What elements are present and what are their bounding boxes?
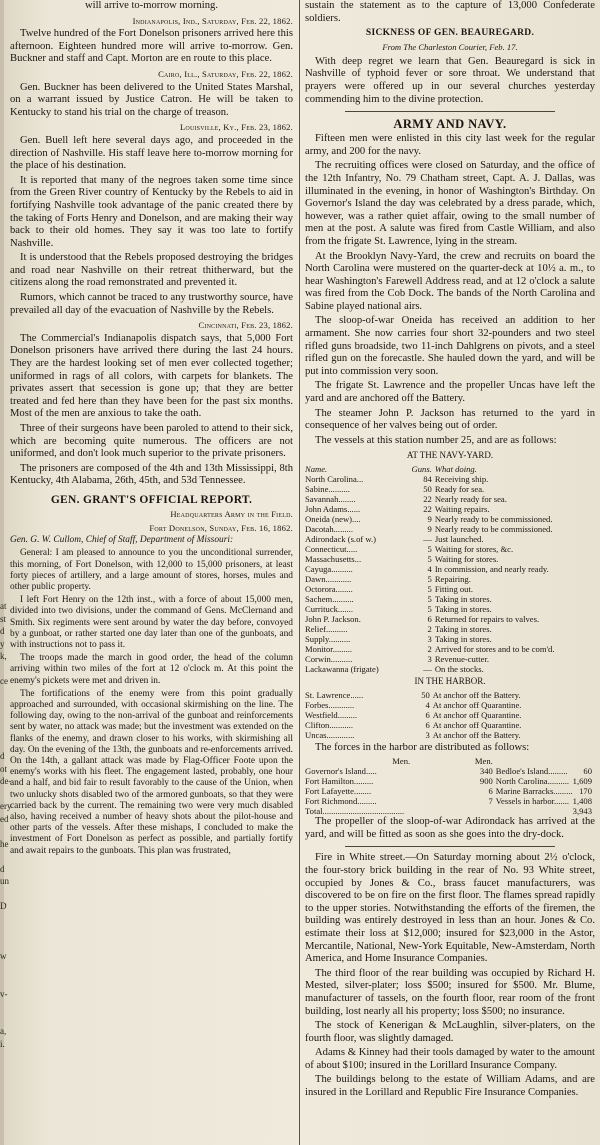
margin-fragment xyxy=(0,925,10,938)
table-cell: Uncas............. xyxy=(305,729,355,740)
margin-fragment: v- xyxy=(0,988,8,999)
left-column xyxy=(10,0,293,859)
table-cell: 9 xyxy=(427,514,432,524)
paragraph: The prisoners are composed of the 4th and 13th Mississippi, 8th Kentucky, 4th Alabama, 26th, 45th, and 53d Tennessee. xyxy=(10,462,293,487)
top-line: sustain the statement as to the capture of 13,000 Confederate soldiers. xyxy=(305,0,595,24)
margin-fragment xyxy=(0,1013,10,1026)
dateline: Indianapolis, Ind., Saturday, Feb. 22, 1862. xyxy=(132,15,293,26)
table-cell: Forbes............ xyxy=(305,699,355,710)
table-row xyxy=(305,484,595,494)
margin-fragment xyxy=(0,913,10,926)
report-headquarters: Headquarters Army in the Field. xyxy=(170,508,293,519)
table-cell: Ready for sea. xyxy=(434,484,485,494)
margin-fragment: k, xyxy=(0,651,7,661)
table-cell: Supply.......... xyxy=(305,634,351,644)
paragraph: I left Fort Henry on the 12th inst., with a force of about 15,000 men, divided into two divisions, under the command of Gens. McClernand and Smith. Six regiments were sent around by water the day before, convoyed by a gunboat, or rather started one day later than one of the gunboats, and with instructions not to pass it. xyxy=(10,595,293,650)
margin-fragment xyxy=(0,663,10,676)
table-cell: Connecticut..... xyxy=(305,544,358,554)
table-cell: 84 xyxy=(423,474,432,484)
table-cell: — xyxy=(423,534,432,544)
table-cell: 7 xyxy=(488,796,493,807)
table-row xyxy=(305,494,595,504)
table-cell: Dacotah......... xyxy=(305,524,353,534)
table-cell: Relief.......... xyxy=(305,624,348,634)
margin-fragment: at xyxy=(0,601,7,611)
paragraph: Fire in White street.—On Saturday morning about 2½ o'clock, the four-story brick building in the rear of No. 93 White street, occupied by Jones & Co., brass faucet manufacturers, was discovered to be on fire on the first floor. The flames spread rapidly to the upper stories. Notwithstanding the efforts of the firemen, the building was entirely destroyed in less than an hour. Jones & Co. estimate their loss at $12,000; insured for $23,000 in the Astor, Mercantile, National, New-York Equitable, New-Amsterdam, North America, and Home Insurance Companies. xyxy=(305,852,595,965)
top-line: will arrive to-morrow morning. xyxy=(85,0,218,11)
table-cell: 3 xyxy=(425,729,430,740)
table-cell: Monitor......... xyxy=(305,644,353,654)
paragraph: At the Brooklyn Navy-Yard, the crew and recruits on board the North Carolina were mustered on the quarter-deck at 10½ a. m., to hear Washington's Farewell Address read, and at 12 o'clock a salute was fired from the Cob Dock. The bands of the North Carolina and Sabine played national airs. xyxy=(305,250,595,312)
column-rule xyxy=(299,0,300,1145)
table-cell: Waiting for stores. xyxy=(434,554,499,564)
table-cell: 22 xyxy=(423,494,432,504)
table-row xyxy=(305,720,595,730)
paragraph: Fifteen men were enlisted in this city last week for the regular army, and 200 for the navy. xyxy=(305,133,595,157)
table-cell: 50 xyxy=(423,484,432,494)
table-cell: Taking in stores. xyxy=(434,604,492,614)
table-row xyxy=(305,796,595,806)
table-cell: 2 xyxy=(427,644,432,654)
table-cell: Sachem.......... xyxy=(305,594,354,604)
table-cell: Lackawanna (frigate) xyxy=(305,664,379,674)
paragraph: With deep regret we learn that Gen. Beauregard is sick in Nashville of typhoid fever or sore throat. We understand that prayers were offered up in our several churches yesterday commending him to the divine protection. xyxy=(305,55,595,105)
table-cell: Returned for repairs to valves. xyxy=(434,614,540,624)
table-cell: North Carolina... xyxy=(305,474,364,484)
table-row xyxy=(305,534,595,544)
paragraph: The frigate St. Lawrence and the propeller Uncas have left the yard and are anchored off the Battery. xyxy=(305,380,595,405)
margin-fragment xyxy=(0,725,10,738)
table-row xyxy=(305,474,595,484)
margin-fragment xyxy=(0,713,10,726)
paragraph: The fortifications of the enemy were from this point gradually approached and surrounded, with occasional skirmishing on the line. The following day, owing to the non-arrival of the gunboat and reinforcements sent by water, no attack was made; but the investment was extended on the flanks of the enemy, and drawn closer to his works, with skirmishing all day. On the evening of the 13th, the gunboats and re-enforcements arrived. On the 14th, a gallant attack was made by Flag-Officer Foote upon the enemy's works with his fleet. The engagement lasted, probably, one hour and a half, and bid fair to result favorably to the cause of the Union, when two unlucky shots disabled two of the armored gunboats, so that they were carried back by the current. The remaining two were very much disabled also, having received a number of heavy shots about the pilot-house and other parts of the vessels. After these mishaps, I concluded to make the investment of Fort Donelson as perfect as possible, and partially fortify and await repairs to the gunboats. This plan was frustrated, xyxy=(10,688,293,856)
paragraph: The recruiting offices were closed on Saturday, and the office of the 12th Infantry, No. 79 Chatham street, Capt. A. J. Dallas, was illuminated in the evening, in honor of Washington's Birthday. On Governor's Island the day was celebrated by a dress parade, which, however, was a rather quiet affair, owing to the small number of men at the post. A salute was fired from Castle William, and also from the frigate St. Lawrence, lying in the stream. xyxy=(305,160,595,247)
right-column xyxy=(305,0,595,1102)
table-cell: 22 xyxy=(423,504,432,514)
table-cell: Oneida (new).... xyxy=(305,514,361,524)
margin-fragment xyxy=(0,700,10,713)
table-row xyxy=(305,544,595,554)
paragraph: Gen. Buell left here several days ago, and proceeded in the direction of Nashville. His staff leave here to-morrow morning for the place of his destination. xyxy=(10,134,293,172)
margin-fragment xyxy=(0,975,10,988)
margin-fragment: ed xyxy=(0,813,9,824)
table-cell: On the stocks. xyxy=(434,664,484,674)
table-row xyxy=(305,524,595,534)
margin-fragments xyxy=(0,600,10,1075)
table-row xyxy=(305,584,595,594)
paragraph: The third floor of the rear building was occupied by Richard H. Mested, silver-plater; loss $500; insured for $500. Mr. Blume, manufacturer of tassels, on the fourth floor, rear room of the front building, lost nearly all his property; loss $500; no insurance. xyxy=(305,967,595,1017)
margin-fragment xyxy=(0,888,10,901)
column-header: Men. xyxy=(392,756,411,767)
table-cell: Westfield......... xyxy=(305,709,358,720)
table-cell: 1,609 xyxy=(572,776,592,787)
table-cell: 5 xyxy=(427,604,432,614)
paragraph: The Commercial's Indianapolis dispatch says, that 5,000 Fort Donelson prisoners have arrived there during the last 24 hours. They are the hardest looking set of men ever collected together; uniformed in rags of all colors, with carpets for blankets. The privates assert that secession is gone up; that they are better treated and fed here than they have been for the past six months. Most of the men are anxious to take the oath. xyxy=(10,332,293,420)
report-date: Fort Donelson, Sunday, Feb. 16, 1862. xyxy=(149,522,293,533)
margin-fragment: st xyxy=(0,613,7,624)
table-row xyxy=(305,514,595,524)
margin-fragment: d xyxy=(0,751,5,761)
total-label: Total...................................... xyxy=(305,806,405,817)
table-cell: John P. Jackson. xyxy=(305,614,361,624)
margin-fragment xyxy=(0,963,10,976)
paragraph: Three of their surgeons have been paroled to attend to their sick, which are becoming quite numerous. The officers are not uniformed, and don't look much superior to the private prisoners. xyxy=(10,423,293,460)
table-row xyxy=(305,786,595,796)
table-cell: Currituck....... xyxy=(305,604,353,614)
paragraph: The sloop-of-war Oneida has received an addition to her armament. She now carries four short 32-pounders and two steel rifled guns broadside, two 11-inch Dahlgrens on pivots, and a steel rifled gun on the forecastle. She hauled down the yard, and will be put into commission very soon. xyxy=(305,315,595,377)
table-row xyxy=(305,564,595,574)
paragraph: The steamer John P. Jackson has returned to the yard in consequence of her valves being out of order. xyxy=(305,407,595,432)
table-cell: Corwin.......... xyxy=(305,654,353,664)
margin-fragment: he xyxy=(0,838,9,849)
table-row xyxy=(305,574,595,584)
table-cell: Arrived for stores and to be com'd. xyxy=(434,644,555,654)
table-cell: Just launched. xyxy=(434,534,484,544)
dateline: Cincinnati, Feb. 23, 1862. xyxy=(198,320,293,331)
table-cell: Nearly ready to be commissioned. xyxy=(434,514,553,524)
paragraph: General: I am pleased to announce to you the unconditional surrender, this morning, of Fort Donelson, with 12,000 to 15,000 prisoners, at least forty pieces of artillery, and a large amount of stores, horses, mules and other public property. xyxy=(10,548,293,592)
table-cell: 1,408 xyxy=(572,796,592,807)
margin-fragment: a, xyxy=(0,1026,7,1036)
table-cell: 900 xyxy=(479,776,493,787)
table-row xyxy=(305,594,595,604)
table-cell: Dawn............ xyxy=(305,574,352,584)
total-row xyxy=(305,806,595,816)
dateline: Louisville, Ky., Feb. 23, 1862. xyxy=(179,122,293,133)
table-cell: Fort Lafayette........ xyxy=(305,786,372,797)
table-cell: Nearly ready for sea. xyxy=(434,494,507,504)
table-cell: Massachusetts... xyxy=(305,554,362,564)
divider xyxy=(345,111,555,112)
table-cell: 6 xyxy=(425,719,430,730)
table-cell: Sabine.......... xyxy=(305,484,350,494)
table-cell: At anchor off Quarantine. xyxy=(432,699,522,710)
table-cell: At anchor off Quarantine. xyxy=(432,719,522,730)
margin-fragment: i. xyxy=(0,1038,5,1049)
table-row xyxy=(305,654,595,664)
margin-fragment: y xyxy=(0,638,5,649)
table-heading: AT THE NAVY-YARD. xyxy=(406,450,494,461)
margin-fragment xyxy=(0,788,10,801)
table-cell: Clifton........... xyxy=(305,719,353,730)
table-cell: 6 xyxy=(425,709,430,720)
table-cell: 5 xyxy=(427,554,432,564)
paragraph: Rumors, which cannot be traced to any trustworthy source, have prevailed all day of the evacuation of Nashville by the Rebels. xyxy=(10,292,293,316)
margin-fragment xyxy=(0,850,10,863)
table-cell: Bedloe's Island......... xyxy=(495,766,568,777)
total-value: 3,943 xyxy=(572,806,592,817)
table-cell: 6 xyxy=(488,786,493,797)
column-header: Guns. xyxy=(411,464,432,474)
margin-fragment xyxy=(0,825,10,838)
report-addressee xyxy=(10,535,293,546)
table-cell: 5 xyxy=(427,594,432,604)
table-cell: Waiting for stores, &c. xyxy=(434,544,514,554)
navy-yard-table xyxy=(305,464,595,674)
table-row xyxy=(305,766,595,776)
table-cell: At anchor off Quarantine. xyxy=(432,709,522,720)
margin-fragment: ery xyxy=(0,801,12,811)
paragraph: The forces in the harbor are distributed as follows: xyxy=(315,741,530,753)
table-cell: In commission, and nearly ready. xyxy=(434,564,549,574)
table-row xyxy=(305,644,595,654)
table-cell: Fort Hamilton......... xyxy=(305,776,374,787)
table-cell: Fort Richmond......... xyxy=(305,796,377,807)
margin-fragment xyxy=(0,1000,10,1013)
paragraph: The vessels at this station number 25, and are as follows: xyxy=(315,434,557,446)
table-cell: North Carolina.......... xyxy=(495,776,570,787)
table-row xyxy=(305,614,595,624)
table-cell: 50 xyxy=(421,689,430,700)
source-text: From The Charleston Courier, Feb. 17. xyxy=(382,42,518,53)
table-row xyxy=(305,700,595,710)
table-cell: 5 xyxy=(427,574,432,584)
table-cell: Nearly ready to be commissioned. xyxy=(434,524,553,534)
table-cell: Waiting repairs. xyxy=(434,504,490,514)
table-cell: 5 xyxy=(427,584,432,594)
paragraph: It is understood that the Rebels proposed destroying the bridges and road near Nashville on their retreat thitherward, but the citizens along the road remonstrated and prevented it. xyxy=(10,252,293,289)
paragraph: The propeller of the sloop-of-war Adirondack has arrived at the yard, and will be fitted as soon as she goes into the dry-dock. xyxy=(305,816,595,840)
table-cell: 6 xyxy=(427,614,432,624)
forces-table xyxy=(305,756,595,806)
table-cell: Fitting out. xyxy=(434,584,474,594)
paragraph: The stock of Kenerigan & McLaughlin, silver-platers, on the fourth floor, was slightly damaged. xyxy=(305,1020,595,1044)
table-cell: 60 xyxy=(583,766,592,777)
margin-fragment xyxy=(0,738,10,751)
paragraph: The troops made the march in good order, the head of the column arriving within two miles of the fort at 12 o'clock m. At this point the enemy's pickets were met and driven in. xyxy=(10,653,293,686)
margin-fragment: ce xyxy=(0,676,8,686)
margin-fragment xyxy=(0,938,10,951)
army-navy-headline: ARMY AND NAVY. xyxy=(393,117,507,132)
margin-fragment xyxy=(0,688,10,701)
sickness-headline: SICKNESS OF GEN. BEAUREGARD. xyxy=(365,28,535,39)
column-header: Name. xyxy=(305,464,328,474)
margin-fragment: d xyxy=(0,626,5,636)
margin-fragment xyxy=(0,1050,10,1063)
table-cell: Vessels in harbor....... xyxy=(495,796,570,807)
column-header: Men. xyxy=(474,756,493,767)
table-row xyxy=(305,776,595,786)
paragraph: The buildings belong to the estate of William Adams, and are insured in the Lorillard and Republic Fire Insurance Companies. xyxy=(305,1074,595,1099)
paragraph: It is reported that many of the negroes taken some time since from the Green River country of Kentucky by the Rebels to aid in fortifying Nashville took advantage of the panic created there by the taking of Forts Henry and Donelson, and are making their way back to their old homes. They say it was too late to fortify Nashville. xyxy=(10,174,293,249)
table-cell: 4 xyxy=(425,699,430,710)
table-row xyxy=(305,690,595,700)
margin-fragment: de- xyxy=(0,776,12,786)
table-row xyxy=(305,634,595,644)
paragraph: Twelve hundred of the Fort Donelson prisoners arrived here this afternoon. Eighteen hundred more will arrive to-morrow. Gen. Buckner and staff and Capt. Morton are en route to this place. xyxy=(10,28,293,65)
paragraph: Gen. Buckner has been delivered to the United States Marshal, on a warrant issued by Justice Catron. He will be taken to Kentucky to stand his trial on the charge of treason. xyxy=(10,81,293,118)
table-row xyxy=(305,604,595,614)
table-row xyxy=(305,554,595,564)
table-cell: St. Lawrence...... xyxy=(305,689,364,700)
table-row xyxy=(305,624,595,634)
table-row xyxy=(305,710,595,720)
table-cell: Repairing. xyxy=(434,574,471,584)
table-cell: 5 xyxy=(427,544,432,554)
dateline: Cairo, Ill., Saturday, Feb. 22, 1862. xyxy=(158,68,293,79)
column-header: What doing. xyxy=(434,464,477,474)
margin-fragment: w xyxy=(0,951,7,961)
table-cell: Savannah........ xyxy=(305,494,356,504)
table-cell: 9 xyxy=(427,524,432,534)
source-line xyxy=(305,41,595,54)
table-cell: Cayuga.......... xyxy=(305,564,353,574)
table-cell: Taking in stores. xyxy=(434,594,492,604)
margin-fragment: un xyxy=(0,876,9,886)
table-cell: Revenue-cutter. xyxy=(434,654,489,664)
divider xyxy=(345,846,555,847)
report-headline: GEN. GRANT'S OFFICIAL REPORT. xyxy=(50,493,253,506)
margin-fragment: d xyxy=(0,863,5,874)
margin-fragment xyxy=(0,1063,10,1076)
harbor-table xyxy=(305,690,595,740)
table-cell: At anchor off the Battery. xyxy=(432,689,521,700)
paragraph: Adams & Kinney had their tools damaged by water to the amount of about $100; insured in the Lorillard Insurance Company. xyxy=(305,1047,595,1071)
table-cell: Octorora........ xyxy=(305,584,353,594)
table-row xyxy=(305,504,595,514)
table-cell: — xyxy=(423,664,432,674)
table-cell: Taking in stores. xyxy=(434,634,492,644)
table-cell: 4 xyxy=(427,564,432,574)
table-heading: IN THE HARBOR. xyxy=(414,676,486,686)
table-cell: 3 xyxy=(427,654,432,664)
table-cell: Marine Barracks......... xyxy=(495,786,573,797)
table-cell: Adirondack (s.of w.) xyxy=(305,534,377,544)
table-cell: 3 xyxy=(427,634,432,644)
table-cell: 340 xyxy=(479,766,493,777)
table-cell: John Adams...... xyxy=(305,504,361,514)
table-cell: Receiving ship. xyxy=(434,474,489,484)
addressee-text: Gen. G. W. Cullom, Chief of Staff, Department of Missouri: xyxy=(10,535,234,546)
table-cell: 2 xyxy=(427,624,432,634)
margin-fragment: D xyxy=(0,901,7,911)
table-row xyxy=(305,730,595,740)
table-row xyxy=(305,664,595,674)
margin-fragment: ot xyxy=(0,763,8,774)
table-cell: Governor's Island..... xyxy=(305,766,377,777)
table-cell: Taking in stores. xyxy=(434,624,492,634)
table-cell: At anchor off the Battery. xyxy=(432,729,521,740)
table-cell: 170 xyxy=(579,786,592,797)
